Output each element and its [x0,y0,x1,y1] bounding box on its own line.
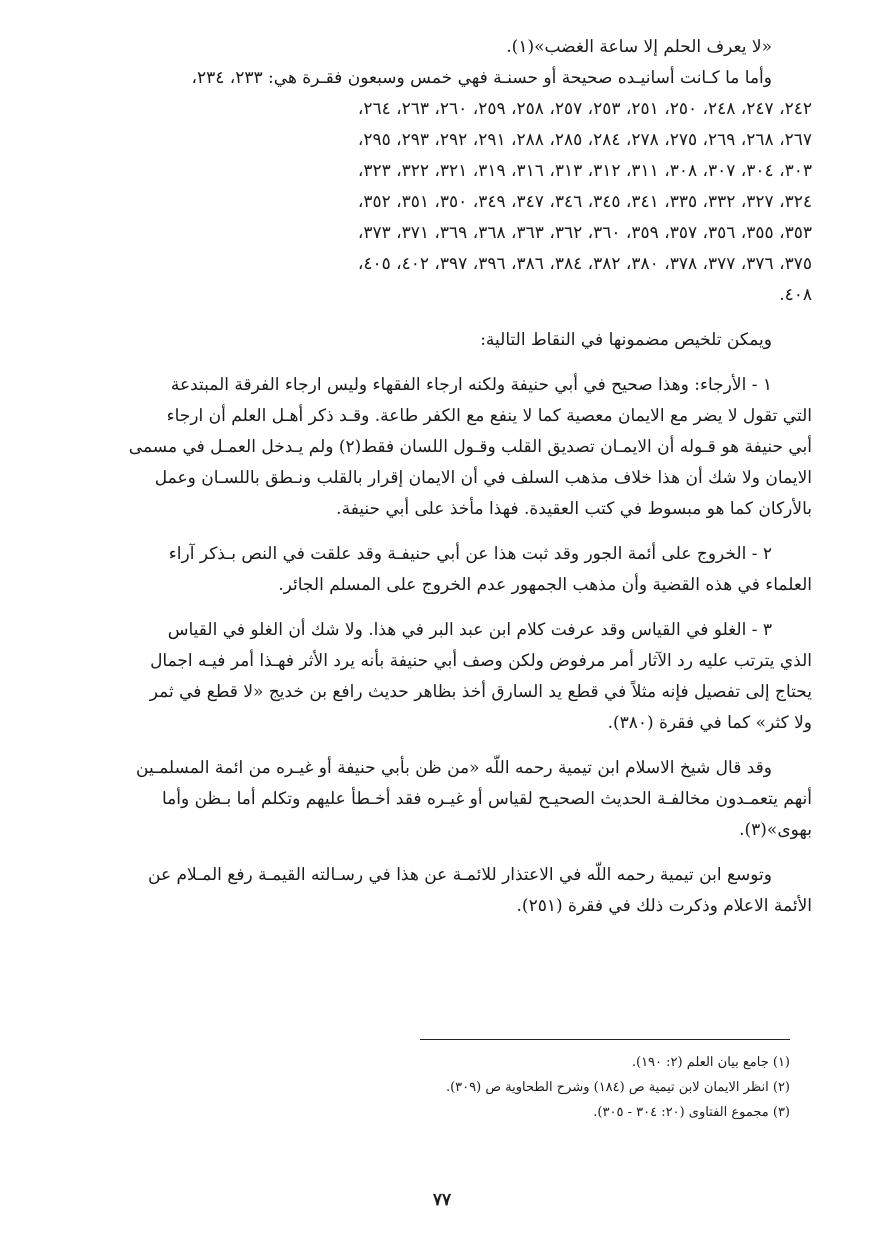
point-3-line: ٣ - الغلو في القياس وقد عرفت كلام ابن عبد البر في هذا. ولا شك أن الغلو في القياس [167,620,772,640]
closing-line: وتوسع ابن تيمية رحمه اللّه في الاعتذار للائمـة عن هذا في رسـالته القيمـة رفع المـلام عن [148,865,772,885]
number-list [110,94,812,311]
point-3-line: ولا كثر» كما في فقرة (٣٨٠). [607,713,812,733]
point-1-line: بالأركان كما هو مبسوط في كتب العقيدة. فهذا مأخذ على أبي حنيفة. [336,499,812,519]
footnotes [420,1050,790,1125]
point-3-line: يحتاج إلى تفصيل فإنه مثلاً في قطع يد السارق أخذ بظاهر حديث رافع بن خديج «لا قطع في ثمر [149,682,812,702]
quote-paragraph-line: وقد قال شيخ الاسلام ابن تيمية رحمه اللّه «من ظن بأبي حنيفة أو غيـره من ائمة المسلمـين [136,758,772,778]
quote-paragraph-line: بهوى»(٣). [739,820,812,840]
number-line: ٢٦٧، ٢٦٨، ٢٦٩، ٢٧٥، ٢٧٨، ٢٨٤، ٢٨٥، ٢٨٨، ٢٩١، ٢٩٢، ٢٩٣، ٢٩٥، [357,130,812,150]
number-line: ٣٠٣، ٣٠٤، ٣٠٧، ٣٠٨، ٣١١، ٣١٢، ٣١٣، ٣١٦، ٣١٩، ٣٢١، ٣٢٢، ٣٢٣، [357,161,812,181]
ibn-taymiyyah-quote-paragraph [110,753,812,846]
summary-intro: ويمكن تلخيص مضمونها في النقاط التالية: [480,330,772,350]
number-line: ٣٢٤، ٣٢٧، ٣٣٢، ٣٣٥، ٣٤١، ٣٤٥، ٣٤٦، ٣٤٧، ٣٤٩، ٣٥٠، ٣٥١، ٣٥٢، [357,192,812,212]
point-1-line: ١ - الأرجاء: وهذا صحيح في أبي حنيفة ولكنه ارجاء الفقهاء وليس ارجاء الفرقة المبتدعة [170,375,772,395]
point-3-paragraph [110,615,812,739]
number-line: ٤٠٨. [779,285,812,305]
point-2-line: العلماء في هذه القضية وأن مذهب الجمهور عدم الخروج على المسلم الجائر. [278,575,812,595]
closing-line: الأئمة الاعلام وذكرت ذلك في فقرة (٢٥١). [516,896,812,916]
quote-paragraph-line: أنهم يتعمـدون مخالفـة الحديث الصحيـح لقياس أو غيـره فقد أخـطأ عليهم وتكلم أما بـظن وأما [161,789,812,809]
number-line: ٣٥٣، ٣٥٥، ٣٥٦، ٣٥٧، ٣٥٩، ٣٦٠، ٣٦٢، ٣٦٣، ٣٦٨، ٣٦٩، ٣٧١، ٣٧٣، [357,223,812,243]
point-2-paragraph [110,539,812,601]
point-1-line: الايمان ولا شك أن هذا خلاف مذهب السلف في أن الايمان إقرار بالقلب ونـطق باللسـان وعمل [154,468,812,488]
point-2-line: ٢ - الخروج على أئمة الجور وقد ثبت هذا عن أبي حنيفـة وقد علقت في النص بـذكر آراء [168,544,772,564]
point-1-paragraph [110,370,812,525]
main-text [110,32,812,922]
number-line: ٢٤٢، ٢٤٧، ٢٤٨، ٢٥٠، ٢٥١، ٢٥٣، ٢٥٧، ٢٥٨، ٢٥٩، ٢٦٠، ٢٦٣، ٢٦٤، [357,99,812,119]
footnote-divider [420,1039,790,1040]
point-3-line: الذي يترتب عليه رد الآثار أمر مرفوض ولكن وصف أبي حنيفة بأنه يرد الأثر فهـذا أمر فيـه اجمال [150,651,812,671]
number-line: ٣٧٥، ٣٧٦، ٣٧٧، ٣٧٨، ٣٨٠، ٣٨٢، ٣٨٤، ٣٨٦، ٣٩٦، ٣٩٧، ٤٠٢، ٤٠٥، [357,254,812,274]
point-1-line: أبي حنيفة هو قـوله أن الايمـان تصديق القلب وقـول اللسان فقط(٢) ولم يـدخل العمـل في مسمى [128,437,812,457]
isnad-intro: وأما ما كـانت أسانيـده صحيحة أو حسنـة فهي خمس وسبعون فقـرة هي: ٢٣٣، ٢٣٤، [191,68,772,88]
footnote-3: (٣) مجموع الفتاوى (٢٠: ٣٠٤ - ٣٠٥). [593,1105,790,1120]
quote-line: «لا يعرف الحلم إلا ساعة الغضب»(١). [506,37,772,57]
page-number: ٧٧ [432,1190,452,1210]
summary-intro-paragraph [110,325,812,356]
point-1-line: التي تقول لا يضر مع الايمان معصية كما لا ينفع مع الكفر طاعة. وقـد ذكر أهـل العلم أن ارجاء [166,406,812,426]
footnote-2: (٢) انظر الايمان لابن تيمية ص (١٨٤) وشرح الطحاوية ص (٣٠٩). [445,1080,790,1095]
closing-paragraph [110,860,812,922]
footnote-1: (١) جامع بيان العلم (٢: ١٩٠). [631,1055,790,1070]
